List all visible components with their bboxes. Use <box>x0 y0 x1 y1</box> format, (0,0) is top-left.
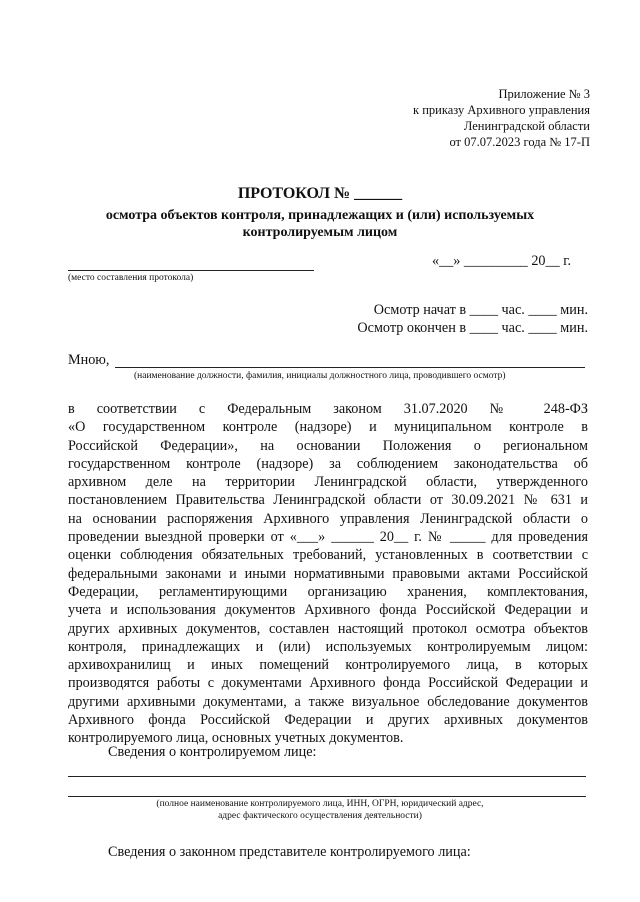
inspection-start: Осмотр начат в ____ час. ____ мин. <box>373 302 588 318</box>
controlled-line-1 <box>68 776 586 777</box>
appendix-line-1: Приложение № 3 <box>498 87 590 101</box>
date-field: «__» _________ 20__ г. <box>432 253 571 269</box>
body-line: Российской Федерации», на основании Положения о региональном <box>68 437 588 454</box>
body-line: «О государственном контроле (надзоре) и муниципальном контроле в <box>68 419 588 436</box>
body-line: федеральными законами и иными нормативными правовыми актами Российской <box>68 565 588 582</box>
appendix-line-2: к приказу Архивного управления <box>413 103 590 117</box>
controlled-label: Сведения о контролируемом лице: <box>108 744 317 760</box>
protocol-subtitle-1: осмотра объектов контроля, принадлежащих и (или) используемых <box>105 208 535 223</box>
body-line: архивном деле на территории Ленинградской области, утвержденного <box>68 474 588 491</box>
body-line: Федерации, регламентирующими организацию хранения, комплектования, <box>68 583 588 600</box>
appendix-line-3: Ленинградской области <box>463 119 590 133</box>
place-caption: (место составления протокола) <box>68 273 194 283</box>
me-caption: (наименование должности, фамилия, инициалы должностного лица, проводившего осмотр) <box>134 371 506 381</box>
me-label: Мною, <box>68 352 110 368</box>
body-line: других архивных документов, составлен настоящий протокол осмотра объектов <box>68 620 588 637</box>
controlled-caption-1: (полное наименование контролируемого лица, ИНН, ОГРН, юридический адрес, <box>156 799 484 809</box>
body-line: оценки соблюдения обязательных требований, установленных в соответствии с <box>68 547 588 564</box>
appendix-line-4: от 07.07.2023 года № 17-П <box>449 135 590 149</box>
body-line: контролируемого лица, основных учетных документов. <box>68 730 404 747</box>
inspection-end: Осмотр окончен в ____ час. ____ мин. <box>357 320 588 336</box>
place-line <box>68 270 314 271</box>
body-line: производятся работы с документами Архивного фонда Российской Федерации и <box>68 675 588 692</box>
controlled-caption-2: адрес фактического осуществления деятельности) <box>218 811 422 821</box>
me-line <box>115 367 585 368</box>
controlled-line-2 <box>68 796 586 797</box>
body-line: в соответствии с Федеральным законом 31.07.2020 № 248-ФЗ <box>68 401 588 417</box>
representative-label: Сведения о законном представителе контролируемого лица: <box>108 844 471 860</box>
protocol-title: ПРОТОКОЛ № ______ <box>237 185 403 202</box>
protocol-body <box>68 400 588 748</box>
body-line: учета и использования документов Архивного фонда Российской Федерации и <box>68 602 588 619</box>
protocol-subtitle-2: контролируемым лицом <box>242 225 398 240</box>
body-line: контроля, принадлежащих и (или) используемых контролируемым лицом: <box>68 638 588 655</box>
body-line: Архивного фонда Российской Федерации и других архивных документов <box>68 712 588 729</box>
body-line: постановлением Правительства Ленинградской области от 30.09.2021 № 631 и <box>68 492 588 509</box>
body-line: на основании распоряжения Архивного управления Ленинградской области о <box>68 510 588 527</box>
body-line: проведении выездной проверки от «___» ______ 20__ г. № _____ для проведения <box>68 529 588 546</box>
body-line: государственном контроле (надзоре) за соблюдением законодательства об <box>68 455 588 472</box>
body-line: другими архивными документами, а также визуальное обследование документов <box>68 693 588 710</box>
body-line: архивохранилищ и иных помещений контролируемого лица, в которых <box>68 657 588 674</box>
